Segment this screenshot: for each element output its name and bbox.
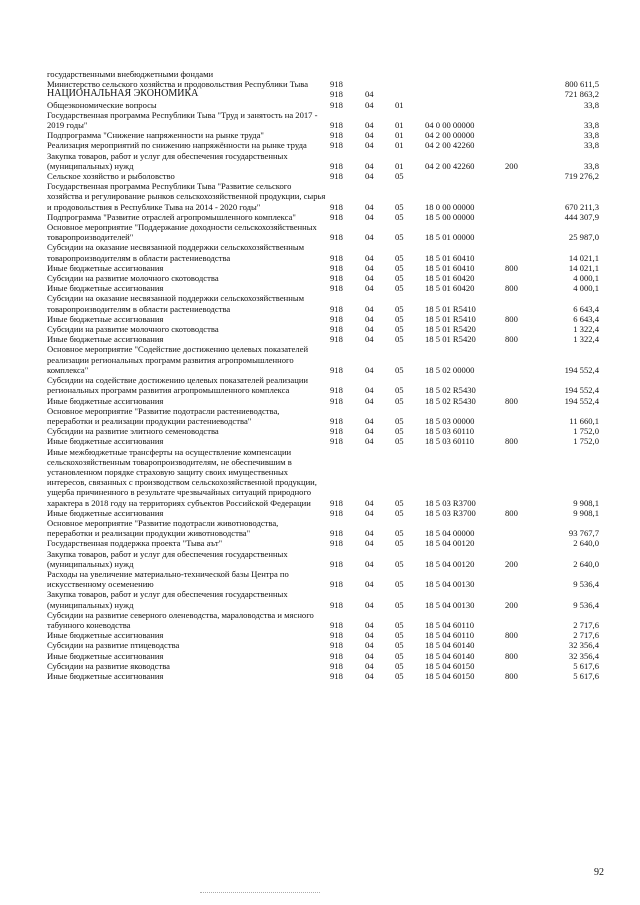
row-sum: 33,8 xyxy=(583,140,599,151)
row-vid-rashodov: 200 xyxy=(505,558,518,569)
row-vid-rashodov: 800 xyxy=(505,395,518,406)
row-vid-rashodov: 800 xyxy=(505,650,518,661)
table-row xyxy=(47,518,607,538)
row-razdel: 04 xyxy=(365,630,374,641)
row-razdel: 04 xyxy=(365,283,374,294)
row-razdel: 04 xyxy=(365,640,374,651)
row-razdel: 04 xyxy=(365,211,374,222)
row-podrazdel: 05 xyxy=(395,538,404,549)
row-name: Субсидии на оказание несвязанной поддержки сельскохозяйственным товаропроизводителям в области растениеводства xyxy=(47,242,305,263)
row-sum: 2 640,0 xyxy=(573,558,599,569)
row-podrazdel: 05 xyxy=(395,640,404,651)
row-razdel: 04 xyxy=(365,660,374,671)
table-row xyxy=(47,69,607,79)
row-razdel: 04 xyxy=(365,160,374,171)
row-podrazdel: 05 xyxy=(395,507,404,518)
table-row xyxy=(47,406,607,426)
row-name: Реализация мероприятий по снижению напряжённости на рынке труда xyxy=(47,140,307,151)
row-name: Закупка товаров, работ и услуг для обеспечения государственных (муниципальных) нужд xyxy=(47,548,288,569)
row-podrazdel: 05 xyxy=(395,415,404,426)
row-sum: 93 767,7 xyxy=(568,528,599,539)
row-grbs: 918 xyxy=(330,619,343,630)
row-grbs: 918 xyxy=(330,120,343,131)
row-sum: 444 307,9 xyxy=(564,211,599,222)
table-row xyxy=(47,263,607,273)
row-grbs: 918 xyxy=(330,79,343,90)
row-sum: 2 640,0 xyxy=(573,538,599,549)
row-razdel: 04 xyxy=(365,558,374,569)
row-celevaya-statya: 18 5 04 00000 xyxy=(425,528,475,539)
row-grbs: 918 xyxy=(330,262,343,273)
row-celevaya-statya: 18 5 00 00000 xyxy=(425,211,475,222)
row-celevaya-statya: 18 5 01 60420 xyxy=(425,273,475,284)
row-grbs: 918 xyxy=(330,528,343,539)
row-sum: 33,8 xyxy=(583,120,599,131)
row-grbs: 918 xyxy=(330,303,343,314)
row-sum: 33,8 xyxy=(583,160,599,171)
row-name: Подпрограмма "Снижение напряженности на рынке труда" xyxy=(47,130,264,141)
row-podrazdel: 05 xyxy=(395,324,404,335)
row-razdel: 04 xyxy=(365,313,374,324)
row-grbs: 918 xyxy=(330,650,343,661)
row-name: Подпрограмма "Развитие отраслей агропромышленного комплекса" xyxy=(47,211,296,222)
row-podrazdel: 05 xyxy=(395,497,404,508)
row-podrazdel: 05 xyxy=(395,171,404,182)
row-name: Закупка товаров, работ и услуг для обеспечения государственных (муниципальных) нужд xyxy=(47,150,288,171)
row-name: Закупка товаров, работ и услуг для обеспечения государственных (муниципальных) нужд xyxy=(47,589,288,610)
row-grbs: 918 xyxy=(330,99,343,110)
row-razdel: 04 xyxy=(365,201,374,212)
row-razdel: 04 xyxy=(365,650,374,661)
row-name: Общеэкономические вопросы xyxy=(47,99,157,110)
row-podrazdel: 05 xyxy=(395,364,404,375)
row-sum: 25 987,0 xyxy=(568,232,599,243)
row-celevaya-statya: 18 5 04 00130 xyxy=(425,579,475,590)
row-sum: 33,8 xyxy=(583,130,599,141)
row-razdel: 04 xyxy=(365,89,374,100)
row-grbs: 918 xyxy=(330,558,343,569)
row-sum: 2 717,6 xyxy=(573,630,599,641)
row-podrazdel: 05 xyxy=(395,660,404,671)
row-celevaya-statya: 18 5 04 60150 xyxy=(425,670,475,681)
row-name: Субсидии на развитие молочного скотоводства xyxy=(47,324,219,335)
row-celevaya-statya: 18 5 04 00120 xyxy=(425,558,475,569)
row-vid-rashodov: 800 xyxy=(505,313,518,324)
row-celevaya-statya: 18 5 04 60140 xyxy=(425,650,475,661)
row-razdel: 04 xyxy=(365,262,374,273)
row-sum: 194 552,4 xyxy=(564,385,599,396)
row-razdel: 04 xyxy=(365,415,374,426)
row-sum: 1 322,4 xyxy=(573,334,599,345)
table-row xyxy=(47,242,607,262)
budget-table xyxy=(47,69,607,681)
table-row xyxy=(47,538,607,548)
row-podrazdel: 05 xyxy=(395,528,404,539)
row-name: Основное мероприятие "Поддержание доходности сельскохозяйственных товаропроизводителей" xyxy=(47,222,317,243)
row-sum: 5 617,6 xyxy=(573,670,599,681)
row-vid-rashodov: 800 xyxy=(505,262,518,273)
row-razdel: 04 xyxy=(365,130,374,141)
row-name: Субсидии на развитие северного оленеводства, мараловодства и мясного табунного коневодства xyxy=(47,609,314,630)
row-name: Иные бюджетные ассигнования xyxy=(47,630,164,641)
row-sum: 4 000,1 xyxy=(573,283,599,294)
table-row xyxy=(47,130,607,140)
row-sum: 2 717,6 xyxy=(573,619,599,630)
row-sum: 1 752,0 xyxy=(573,426,599,437)
row-podrazdel: 01 xyxy=(395,160,404,171)
row-name: Иные бюджетные ассигнования xyxy=(47,395,164,406)
table-row xyxy=(47,396,607,406)
table-row xyxy=(47,283,607,293)
table-row xyxy=(47,630,607,640)
row-grbs: 918 xyxy=(330,140,343,151)
row-grbs: 918 xyxy=(330,364,343,375)
row-name: Иные бюджетные ассигнования xyxy=(47,650,164,661)
row-celevaya-statya: 18 0 00 00000 xyxy=(425,201,475,212)
row-grbs: 918 xyxy=(330,599,343,610)
row-podrazdel: 01 xyxy=(395,120,404,131)
table-row xyxy=(47,589,607,609)
row-sum: 32 356,4 xyxy=(568,650,599,661)
row-vid-rashodov: 800 xyxy=(505,670,518,681)
row-podrazdel: 05 xyxy=(395,273,404,284)
row-name: Иные бюджетные ассигнования xyxy=(47,283,164,294)
row-name: Основное мероприятие "Развитие подотрасли растениеводства, переработки и реализации продукции растениеводства" xyxy=(47,405,280,426)
row-celevaya-statya: 18 5 01 60410 xyxy=(425,252,475,263)
row-razdel: 04 xyxy=(365,426,374,437)
row-sum: 4 000,1 xyxy=(573,273,599,284)
table-row xyxy=(47,212,607,222)
row-podrazdel: 05 xyxy=(395,283,404,294)
row-sum: 1 752,0 xyxy=(573,436,599,447)
row-razdel: 04 xyxy=(365,497,374,508)
table-row xyxy=(47,569,607,589)
table-row xyxy=(47,344,607,375)
row-name: Иные бюджетные ассигнования xyxy=(47,313,164,324)
row-celevaya-statya: 18 5 04 00120 xyxy=(425,538,475,549)
row-name: Основное мероприятие "Содействие достижению целевых показателей реализации региональных программ развития агропромышленного комплекса" xyxy=(47,344,309,375)
row-grbs: 918 xyxy=(330,630,343,641)
row-razdel: 04 xyxy=(365,528,374,539)
row-grbs: 918 xyxy=(330,313,343,324)
row-celevaya-statya: 18 5 04 60110 xyxy=(425,630,475,641)
table-row xyxy=(47,222,607,242)
table-row xyxy=(47,447,607,508)
table-row xyxy=(47,314,607,324)
row-razdel: 04 xyxy=(365,538,374,549)
row-razdel: 04 xyxy=(365,385,374,396)
row-razdel: 04 xyxy=(365,334,374,345)
row-celevaya-statya: 04 2 00 42260 xyxy=(425,140,475,151)
row-sum: 800 611,5 xyxy=(564,79,599,90)
row-podrazdel: 05 xyxy=(395,232,404,243)
row-celevaya-statya: 18 5 02 R5430 xyxy=(425,385,476,396)
table-row xyxy=(47,151,607,171)
row-grbs: 918 xyxy=(330,670,343,681)
row-grbs: 918 xyxy=(330,232,343,243)
table-row xyxy=(47,375,607,395)
row-vid-rashodov: 200 xyxy=(505,160,518,171)
row-sum: 719 276,2 xyxy=(564,171,599,182)
row-name: Сельское хозяйство и рыболовство xyxy=(47,171,175,182)
table-row xyxy=(47,273,607,283)
row-podrazdel: 05 xyxy=(395,201,404,212)
row-celevaya-statya: 18 5 01 R5410 xyxy=(425,303,476,314)
row-razdel: 04 xyxy=(365,120,374,131)
row-razdel: 04 xyxy=(365,99,374,110)
row-celevaya-statya: 18 5 01 R5420 xyxy=(425,324,476,335)
row-grbs: 918 xyxy=(330,538,343,549)
row-podrazdel: 05 xyxy=(395,599,404,610)
row-sum: 14 021,1 xyxy=(568,252,599,263)
row-grbs: 918 xyxy=(330,385,343,396)
row-sum: 32 356,4 xyxy=(568,640,599,651)
row-celevaya-statya: 18 5 04 60150 xyxy=(425,660,475,671)
row-sum: 1 322,4 xyxy=(573,324,599,335)
table-row xyxy=(47,651,607,661)
table-row xyxy=(47,610,607,630)
row-podrazdel: 05 xyxy=(395,426,404,437)
row-celevaya-statya: 04 0 00 00000 xyxy=(425,120,475,131)
row-razdel: 04 xyxy=(365,599,374,610)
row-sum: 14 021,1 xyxy=(568,262,599,273)
row-razdel: 04 xyxy=(365,273,374,284)
table-row xyxy=(47,324,607,334)
row-podrazdel: 05 xyxy=(395,252,404,263)
table-row xyxy=(47,293,607,313)
row-grbs: 918 xyxy=(330,201,343,212)
row-grbs: 918 xyxy=(330,171,343,182)
row-vid-rashodov: 800 xyxy=(505,630,518,641)
row-podrazdel: 05 xyxy=(395,579,404,590)
row-vid-rashodov: 800 xyxy=(505,436,518,447)
table-row xyxy=(47,140,607,150)
row-name: Иные бюджетные ассигнования xyxy=(47,436,164,447)
row-name: Субсидии на развитие элитного семеноводства xyxy=(47,426,219,437)
table-row xyxy=(47,100,607,110)
row-podrazdel: 05 xyxy=(395,630,404,641)
row-celevaya-statya: 18 5 03 60110 xyxy=(425,436,475,447)
row-celevaya-statya: 18 5 01 60420 xyxy=(425,283,475,294)
row-celevaya-statya: 18 5 04 60140 xyxy=(425,640,475,651)
row-grbs: 918 xyxy=(330,507,343,518)
row-grbs: 918 xyxy=(330,660,343,671)
scan-artifact xyxy=(200,892,320,897)
row-podrazdel: 01 xyxy=(395,130,404,141)
row-vid-rashodov: 800 xyxy=(505,507,518,518)
table-row xyxy=(47,549,607,569)
row-celevaya-statya: 18 5 01 R5420 xyxy=(425,334,476,345)
row-podrazdel: 05 xyxy=(395,211,404,222)
row-sum: 5 617,6 xyxy=(573,660,599,671)
row-name: Расходы на увеличение материально-технической базы Центра по искусственному осеменению xyxy=(47,568,289,590)
row-name: Иные бюджетные ассигнования xyxy=(47,670,164,681)
row-name: Государственная программа Республики Тыва "Труд и занятость на 2017 - 2019 годы" xyxy=(47,109,318,131)
table-row xyxy=(47,671,607,681)
row-razdel: 04 xyxy=(365,436,374,447)
row-sum: 721 863,2 xyxy=(564,89,599,100)
row-vid-rashodov: 200 xyxy=(505,599,518,610)
row-grbs: 918 xyxy=(330,436,343,447)
row-name: Государственная программа Республики Тыва "Развитие сельского хозяйства и регулирование рынков сельскохозяйственной продукции, сырья и продовольствия в Республике Тыва на 2014 - 2020 годы" xyxy=(47,181,326,212)
row-podrazdel: 05 xyxy=(395,619,404,630)
row-name: Государственная поддержка проекта "Тыва аът" xyxy=(47,538,223,549)
row-podrazdel: 05 xyxy=(395,558,404,569)
row-name: Субсидии на оказание несвязанной поддержки сельскохозяйственным товаропроизводителям в области растениеводства xyxy=(47,293,305,314)
row-sum: 11 660,1 xyxy=(569,415,599,426)
row-celevaya-statya: 18 5 04 60110 xyxy=(425,619,475,630)
row-sum: 9 536,4 xyxy=(573,599,599,610)
row-razdel: 04 xyxy=(365,619,374,630)
table-row xyxy=(47,334,607,344)
row-sum: 670 211,3 xyxy=(564,201,599,212)
row-name: Субсидии на развитие птицеводства xyxy=(47,640,180,651)
row-grbs: 918 xyxy=(330,211,343,222)
row-razdel: 04 xyxy=(365,232,374,243)
row-podrazdel: 05 xyxy=(395,334,404,345)
row-razdel: 04 xyxy=(365,670,374,681)
row-celevaya-statya: 18 5 03 00000 xyxy=(425,415,475,426)
row-grbs: 918 xyxy=(330,273,343,284)
row-grbs: 918 xyxy=(330,252,343,263)
row-grbs: 918 xyxy=(330,130,343,141)
row-name: Субсидии на развитие яководства xyxy=(47,660,170,671)
row-podrazdel: 05 xyxy=(395,303,404,314)
row-celevaya-statya: 18 5 02 00000 xyxy=(425,364,475,375)
row-grbs: 918 xyxy=(330,334,343,345)
row-celevaya-statya: 18 5 01 00000 xyxy=(425,232,475,243)
row-name: НАЦИОНАЛЬНАЯ ЭКОНОМИКА xyxy=(47,88,199,100)
row-razdel: 04 xyxy=(365,364,374,375)
row-celevaya-statya: 18 5 03 60110 xyxy=(425,426,475,437)
row-name: Субсидии на содействие достижению целевых показателей реализации региональных программ развития агропромышленного комплекса xyxy=(47,375,309,396)
row-name: Иные бюджетные ассигнования xyxy=(47,507,164,518)
row-razdel: 04 xyxy=(365,252,374,263)
page-number: 92 xyxy=(594,867,604,878)
row-sum: 33,8 xyxy=(583,99,599,110)
row-grbs: 918 xyxy=(330,579,343,590)
row-grbs: 918 xyxy=(330,426,343,437)
row-celevaya-statya: 18 5 01 R5410 xyxy=(425,313,476,324)
row-name: Министерство сельского хозяйства и продовольствия Республики Тыва xyxy=(47,79,309,90)
row-razdel: 04 xyxy=(365,303,374,314)
row-celevaya-statya: 18 5 01 60410 xyxy=(425,262,475,273)
row-celevaya-statya: 18 5 03 R3700 xyxy=(425,507,476,518)
table-row xyxy=(47,89,607,99)
table-row xyxy=(47,508,607,518)
row-vid-rashodov: 800 xyxy=(505,283,518,294)
row-celevaya-statya: 18 5 02 R5430 xyxy=(425,395,476,406)
row-grbs: 918 xyxy=(330,415,343,426)
table-row xyxy=(47,110,607,130)
row-name: государственными внебюджетными фондами xyxy=(47,69,214,79)
table-row xyxy=(47,171,607,181)
row-grbs: 918 xyxy=(330,283,343,294)
row-podrazdel: 05 xyxy=(395,385,404,396)
row-celevaya-statya: 18 5 03 R3700 xyxy=(425,497,476,508)
row-sum: 6 643,4 xyxy=(573,313,599,324)
table-row xyxy=(47,426,607,436)
row-grbs: 918 xyxy=(330,395,343,406)
row-razdel: 04 xyxy=(365,395,374,406)
row-sum: 9 908,1 xyxy=(573,497,599,508)
row-grbs: 918 xyxy=(330,89,343,100)
row-razdel: 04 xyxy=(365,579,374,590)
row-razdel: 04 xyxy=(365,507,374,518)
row-podrazdel: 01 xyxy=(395,140,404,151)
row-grbs: 918 xyxy=(330,640,343,651)
row-podrazdel: 05 xyxy=(395,650,404,661)
row-grbs: 918 xyxy=(330,160,343,171)
row-podrazdel: 01 xyxy=(395,99,404,110)
row-podrazdel: 05 xyxy=(395,395,404,406)
row-name: Иные межбюджетные трансферты на осуществление компенсации сельскохозяйственным товаропроизводителям, не обеспечившим в установленном порядке страховую защиту своих имущественных интересов, связанных с производством сельскохозяйственной продукции, ущерба причиненного в результате чрезвычайных ситуаций природного характера в 2018 году на территориях субъектов Российской Федерации xyxy=(47,446,317,508)
row-name: Основное мероприятие "Развитие подотрасли животноводства, переработки и реализации продукции животноводства" xyxy=(47,517,279,539)
row-celevaya-statya: 18 5 04 00130 xyxy=(425,599,475,610)
row-vid-rashodov: 800 xyxy=(505,334,518,345)
row-grbs: 918 xyxy=(330,497,343,508)
row-name: Иные бюджетные ассигнования xyxy=(47,334,164,345)
table-row xyxy=(47,181,607,212)
table-row xyxy=(47,436,607,446)
row-podrazdel: 05 xyxy=(395,262,404,273)
row-celevaya-statya: 04 2 00 00000 xyxy=(425,130,475,141)
row-name: Иные бюджетные ассигнования xyxy=(47,262,164,273)
row-podrazdel: 05 xyxy=(395,436,404,447)
row-sum: 194 552,4 xyxy=(564,395,599,406)
row-celevaya-statya: 04 2 00 42260 xyxy=(425,160,475,171)
table-row xyxy=(47,661,607,671)
row-sum: 9 536,4 xyxy=(573,579,599,590)
row-sum: 9 908,1 xyxy=(573,507,599,518)
row-name: Субсидии на развитие молочного скотоводства xyxy=(47,273,219,284)
row-podrazdel: 05 xyxy=(395,670,404,681)
row-razdel: 04 xyxy=(365,171,374,182)
row-razdel: 04 xyxy=(365,140,374,151)
row-grbs: 918 xyxy=(330,324,343,335)
row-sum: 194 552,4 xyxy=(564,364,599,375)
row-podrazdel: 05 xyxy=(395,313,404,324)
table-row xyxy=(47,640,607,650)
row-sum: 6 643,4 xyxy=(573,303,599,314)
row-razdel: 04 xyxy=(365,324,374,335)
